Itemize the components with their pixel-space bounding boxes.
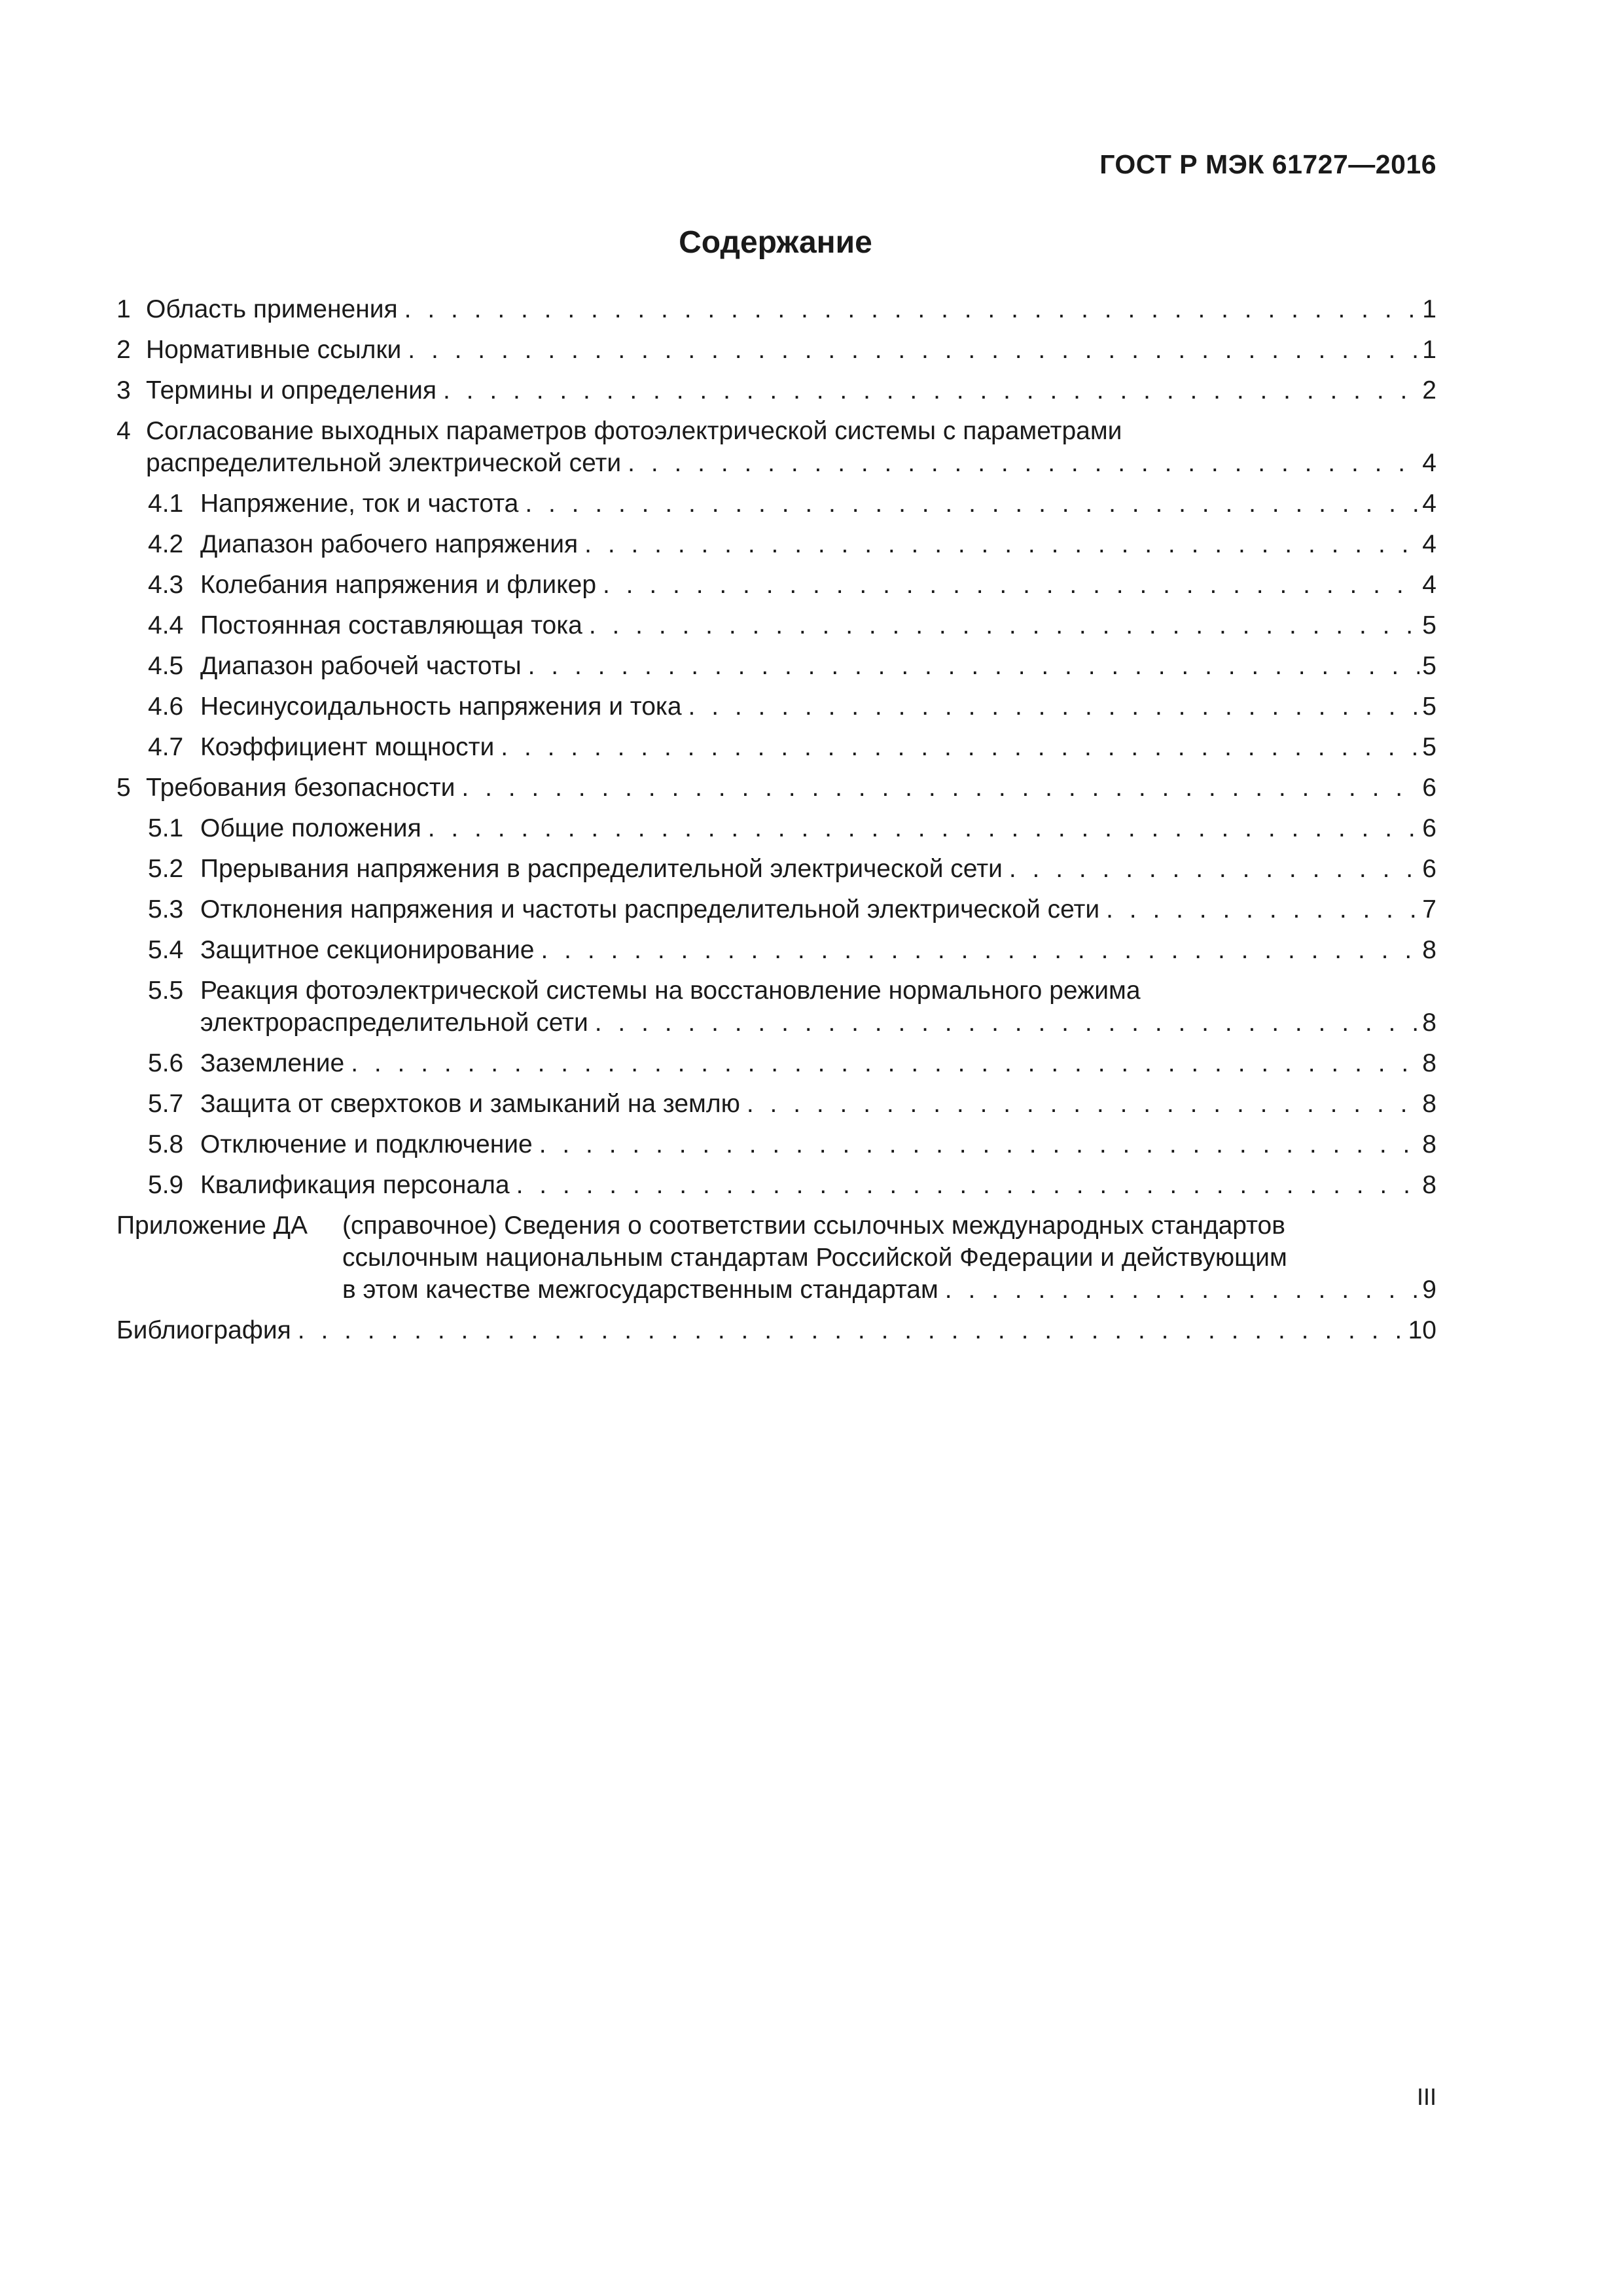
toc-entry-number: 5.9 — [148, 1171, 184, 1199]
toc-entry-page: 1 — [1422, 295, 1436, 323]
dot-leader — [1003, 853, 1419, 885]
toc-entry-appendix-da[interactable] — [116, 1210, 1436, 1306]
toc-entry-label: электрораспределительной сети — [200, 1009, 588, 1037]
toc-entry-5-8[interactable] — [116, 1128, 1436, 1160]
toc-entry-label: Коэффициент мощности — [200, 733, 495, 761]
dot-leader — [938, 1274, 1420, 1306]
toc-entry-label: распределительной электрической сети — [146, 449, 622, 477]
dot-leader — [344, 1047, 1419, 1079]
toc-entry-label: Диапазон рабочего напряжения — [200, 530, 579, 558]
toc-entry-label: в этом качестве межгосударственным стандартам — [342, 1276, 938, 1304]
toc-entry-label: Область применения — [146, 295, 398, 323]
toc-entry-label-line1: (справочное) Сведения о соответствии ссылочных международных стандартов — [342, 1211, 1285, 1240]
dot-leader — [533, 1128, 1420, 1160]
toc-entry-4-6[interactable] — [116, 691, 1436, 723]
toc-entry-5[interactable] — [116, 772, 1436, 804]
toc-entry-label: Отключение и подключение — [200, 1130, 533, 1158]
dot-leader — [398, 293, 1420, 325]
toc-entry-page: 1 — [1422, 336, 1436, 364]
dot-leader — [401, 334, 1419, 366]
toc-entry-page: 4 — [1422, 530, 1436, 558]
toc-entry-number: 5.1 — [148, 814, 184, 842]
toc-entry-number: 5.2 — [148, 855, 184, 883]
toc-entry-label: Квалификация персонала — [200, 1171, 510, 1199]
dot-leader — [582, 609, 1419, 641]
toc-entry-number: 4.1 — [148, 490, 184, 518]
toc-entry-page: 6 — [1422, 855, 1436, 883]
toc-entry-page: 9 — [1422, 1276, 1436, 1304]
toc-entry-number: 2 — [116, 336, 131, 364]
dot-leader — [510, 1169, 1420, 1201]
dot-leader — [1099, 893, 1419, 925]
toc-entry-label: Общие положения — [200, 814, 421, 842]
toc-entry-4-5[interactable] — [116, 650, 1436, 682]
dot-leader — [291, 1314, 1406, 1346]
dot-leader — [740, 1088, 1419, 1120]
toc-entry-label: Диапазон рабочей частоты — [200, 652, 522, 680]
toc-entry-page: 5 — [1422, 652, 1436, 680]
toc-entry-number: 4.6 — [148, 692, 184, 721]
toc-entry-number: 5.5 — [148, 977, 184, 1005]
toc-entry-4-1[interactable] — [116, 488, 1436, 520]
toc-entry-5-4[interactable] — [116, 934, 1436, 966]
dot-leader — [596, 569, 1419, 601]
toc-entry-page: 4 — [1422, 490, 1436, 518]
toc-entry-4-3[interactable] — [116, 569, 1436, 601]
toc-entry-label-line1: Реакция фотоэлектрической системы на восстановление нормального режима — [200, 977, 1141, 1005]
toc-entry-number: 4.4 — [148, 611, 184, 639]
toc-entry-number: 4 — [116, 417, 131, 445]
toc-entry-label: Нормативные ссылки — [146, 336, 402, 364]
toc-entry-number: 1 — [116, 295, 131, 323]
document-id-header: ГОСТ Р МЭК 61727—2016 — [1099, 149, 1436, 179]
dot-leader — [421, 812, 1420, 844]
toc-entry-4-2[interactable] — [116, 528, 1436, 560]
toc-entry-number: 5.8 — [148, 1130, 184, 1158]
toc-entry-page: 5 — [1422, 611, 1436, 639]
toc-entry-page: 8 — [1422, 1090, 1436, 1118]
toc-entry-2[interactable] — [116, 334, 1436, 366]
toc-entry-bibliography[interactable] — [116, 1314, 1436, 1346]
toc-entry-page: 8 — [1422, 1130, 1436, 1158]
dot-leader — [455, 772, 1419, 804]
toc-entry-label: Заземление — [200, 1049, 345, 1077]
toc-entry-5-9[interactable] — [116, 1169, 1436, 1201]
toc-entry-number: 5.4 — [148, 936, 184, 964]
toc-entry-5-2[interactable] — [116, 853, 1436, 885]
dot-leader — [518, 488, 1419, 520]
page-number: III — [1416, 2083, 1436, 2110]
toc-entry-label: Колебания напряжения и фликер — [200, 571, 597, 599]
toc-entry-page: 6 — [1422, 814, 1436, 842]
toc-entry-page: 2 — [1422, 376, 1436, 404]
toc-entry-label-line2: ссылочным национальным стандартам Российской Федерации и действующим — [342, 1244, 1287, 1272]
toc-entry-page: 5 — [1422, 692, 1436, 721]
toc-entry-label: Прерывания напряжения в распределительной электрической сети — [200, 855, 1003, 883]
toc-entry-5-1[interactable] — [116, 812, 1436, 844]
dot-leader — [522, 650, 1420, 682]
toc-entry-number: 5 — [116, 774, 131, 802]
dot-leader — [535, 934, 1420, 966]
toc-entry-5-6[interactable] — [116, 1047, 1436, 1079]
toc-entry-label: Защитное секционирование — [200, 936, 535, 964]
toc-entry-label: Требования безопасности — [146, 774, 455, 802]
toc-entry-number: 4.7 — [148, 733, 184, 761]
toc-entry-page: 8 — [1422, 1049, 1436, 1077]
toc-entry-3[interactable] — [116, 374, 1436, 406]
toc-entry-page: 4 — [1422, 449, 1436, 477]
page-title: Содержание — [679, 225, 872, 260]
toc-entry-label: Отклонения напряжения и частоты распределительной электрической сети — [200, 895, 1100, 924]
toc-entry-page: 8 — [1422, 1171, 1436, 1199]
toc-entry-label-line1: Согласование выходных параметров фотоэлектрической системы с параметрами — [146, 417, 1122, 445]
dot-leader — [578, 528, 1419, 560]
toc-entry-number: 4.5 — [148, 652, 184, 680]
dot-leader — [621, 447, 1419, 479]
toc-entry-page: 8 — [1422, 1009, 1436, 1037]
toc-entry-5-7[interactable] — [116, 1088, 1436, 1120]
dot-leader — [682, 691, 1420, 723]
toc-entry-number: Приложение ДА — [116, 1211, 308, 1240]
toc-entry-page: 5 — [1422, 733, 1436, 761]
dot-leader — [588, 1007, 1420, 1039]
toc-entry-page: 4 — [1422, 571, 1436, 599]
toc-entry-1[interactable] — [116, 293, 1436, 325]
toc-entry-page: 10 — [1408, 1316, 1436, 1344]
toc-entry-4-7[interactable] — [116, 731, 1436, 763]
toc-entry-number: 4.2 — [148, 530, 184, 558]
table-of-contents — [116, 293, 1436, 1355]
dot-leader — [437, 374, 1419, 406]
toc-entry-number: 3 — [116, 376, 131, 404]
toc-entry-5-5[interactable] — [116, 975, 1436, 1039]
toc-entry-number: 4.3 — [148, 571, 184, 599]
toc-entry-label: Несинусоидальность напряжения и тока — [200, 692, 682, 721]
toc-entry-number: 5.3 — [148, 895, 184, 924]
toc-entry-number: 5.7 — [148, 1090, 184, 1118]
toc-entry-label: Защита от сверхтоков и замыканий на землю — [200, 1090, 740, 1118]
toc-entry-5-3[interactable] — [116, 893, 1436, 925]
toc-entry-page: 6 — [1422, 774, 1436, 802]
toc-entry-4[interactable] — [116, 415, 1436, 479]
toc-entry-4-4[interactable] — [116, 609, 1436, 641]
toc-entry-label: Термины и определения — [146, 376, 437, 404]
dot-leader — [494, 731, 1419, 763]
toc-entry-label: Напряжение, ток и частота — [200, 490, 519, 518]
toc-entry-number: 5.6 — [148, 1049, 184, 1077]
toc-entry-page: 7 — [1422, 895, 1436, 924]
toc-entry-label: Библиография — [116, 1316, 291, 1344]
toc-entry-label: Постоянная составляющая тока — [200, 611, 582, 639]
toc-entry-page: 8 — [1422, 936, 1436, 964]
